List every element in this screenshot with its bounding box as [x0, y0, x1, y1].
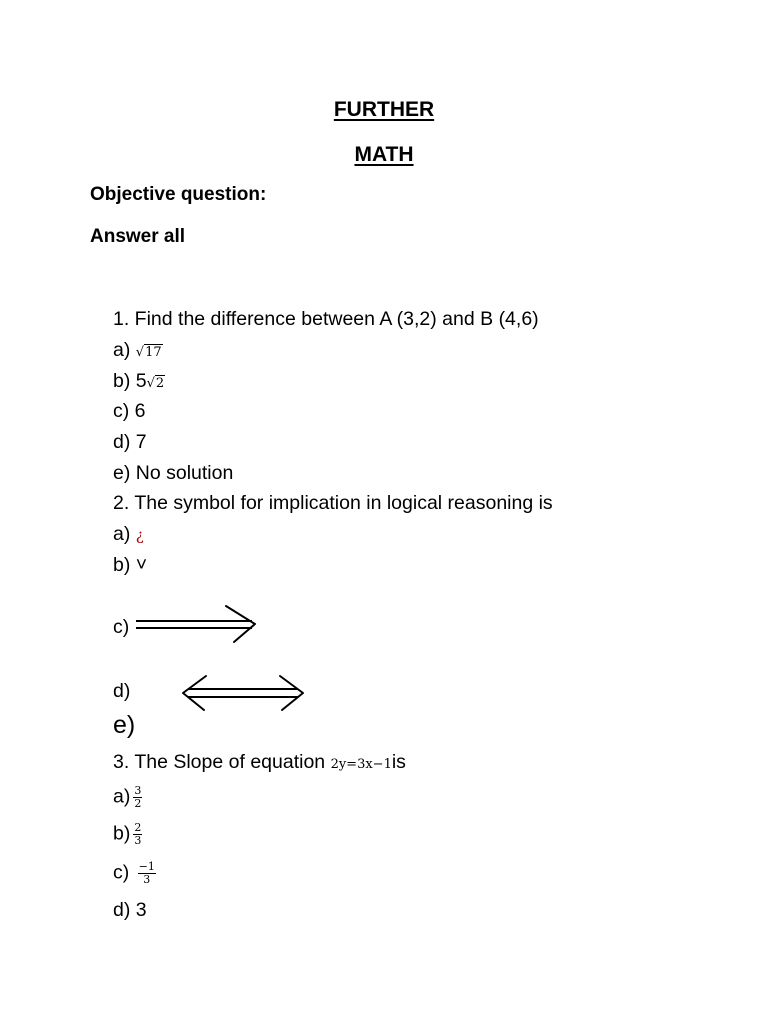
q2-option-e-label: e): [113, 711, 136, 739]
q3-text-prefix: 3. The Slope of equation: [113, 751, 331, 773]
q3-equation: 2y=3x−1: [330, 757, 392, 772]
q3-option-b-label: b): [113, 822, 131, 845]
q3-option-a-label: a): [113, 785, 131, 808]
answer-all-heading: Answer all: [90, 226, 186, 247]
q3-option-a: [113, 785, 142, 810]
q1-option-a-label: a): [113, 339, 136, 361]
objective-heading: Objective question:: [90, 184, 267, 205]
q1-option-b-label: b) 5: [113, 370, 147, 392]
q3-option-b-numerator: 2: [134, 821, 142, 834]
q3-option-c-label: c): [113, 861, 130, 884]
q3-option-c-numerator: −1: [138, 860, 155, 873]
q3-text: [113, 751, 406, 774]
q1-option-d: d) 7: [113, 431, 147, 453]
q3-option-c-denominator: 3: [143, 873, 151, 886]
implies-arrow-icon: [134, 604, 258, 644]
biconditional-arrow-icon: [180, 672, 306, 714]
q1-option-e: e) No solution: [113, 462, 234, 484]
title-further: FURTHER: [333, 98, 435, 121]
q3-option-d: d) 3: [113, 899, 147, 921]
q2-option-b: b) ˅: [113, 554, 148, 576]
q3-option-a-fraction: [133, 785, 142, 810]
q3-option-a-numerator: 3: [134, 784, 142, 797]
q1-option-a: [113, 339, 163, 362]
q3-text-suffix: is: [391, 751, 406, 773]
q3-option-a-denominator: 2: [134, 797, 142, 810]
q2-option-c-label: c): [113, 616, 130, 638]
q1-option-b-value: √2: [146, 376, 165, 391]
q1-option-b-radicand: 2: [155, 376, 165, 391]
q2-text: 2. The symbol for implication in logical reasoning is: [113, 492, 553, 514]
q1-option-a-radicand: 17: [145, 345, 162, 360]
q2-option-a-label: a): [113, 523, 136, 545]
q2-option-d-label: d): [113, 680, 131, 702]
title-math: MATH: [354, 143, 414, 166]
q1-option-b: [113, 370, 165, 393]
q3-option-b-fraction: [133, 822, 142, 847]
q3-option-c-fraction: [138, 861, 156, 886]
q1-option-c: c) 6: [113, 400, 146, 422]
q3-option-b: [113, 822, 142, 847]
q2-option-a-symbol: ¿: [135, 526, 144, 544]
q1-text: 1. Find the difference between A (3,2) and B (4,6): [113, 308, 539, 330]
q1-option-a-value: √17: [135, 345, 162, 360]
q3-option-c: [113, 861, 156, 886]
q3-option-b-denominator: 3: [134, 834, 142, 847]
q2-option-a: [113, 523, 144, 546]
